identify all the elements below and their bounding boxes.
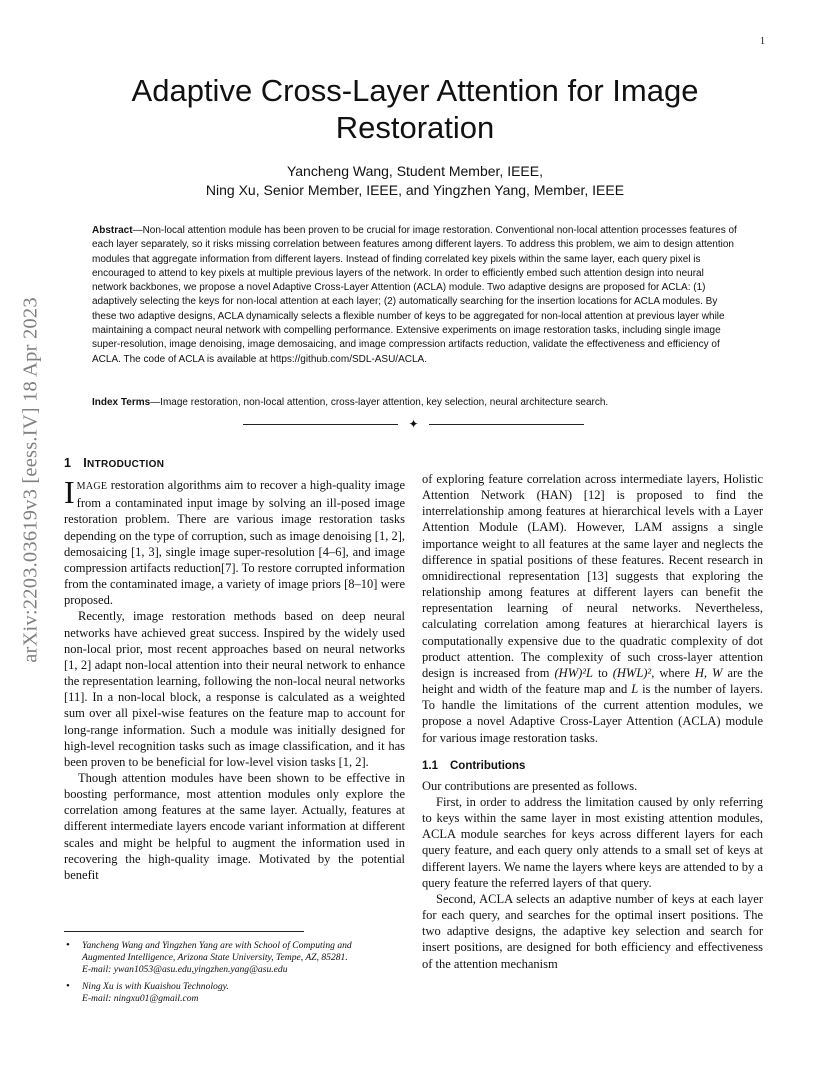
intro-paragraph-4-e: is the number of layers. To handle the limitations of the current attention modules, we propose a novel Adaptive Cross-Layer Attention (ACLA) module for various image restoration tasks. xyxy=(422,682,763,745)
right-column xyxy=(422,471,763,972)
paper-title-line-2: Restoration xyxy=(335,110,495,145)
footnote-line: E-mail: ywan1053@asu.edu,yingzhen.yang@asu.edu xyxy=(82,964,288,976)
math-hw: H, W xyxy=(694,665,723,680)
abstract-text: —Non-local attention module has been proven to be crucial for image restoration. Conventional non-local attention processes features of each layer separately, so it risks missing correlation between features among different layers. To address this problem, we aim to design attention modules that aggregate information from different layers. Instead of finding correlated key pixels within the same layer, each query pixel is encouraged to attend to key pixels at multiple previous layers of the network. In order to efficiently embed such attention design into neural network backbones, we propose a novel Adaptive Cross-Layer Attention (ACLA) module. Two adaptive designs are proposed for ACLA: (1) adaptively selecting the keys for non-local attention at each layer; (2) automatically searching for the insertion locations for ACLA modules. By these two adaptive designs, ACLA dynamically selects a flexible number of keys to be aggregated for non-local attention at previous layer while maintaining a compact neural network with compelling performance. Extensive experiments on image restoration tasks, including single image super-resolution, image denoising, image demosaicing, and image compression artifacts reduction, validate the effectiveness and efficiency of ACLA. The code of ACLA is available at https://github.com/SDL-ASU/ACLA. xyxy=(92,225,737,365)
section-divider xyxy=(243,416,584,432)
page-number: 1 xyxy=(760,36,765,47)
subsection-number: 1.1 xyxy=(422,759,438,772)
paper-title xyxy=(95,72,735,146)
index-terms xyxy=(92,396,738,410)
math-complexity-1: (HW)²L xyxy=(554,665,593,680)
intro-paragraph-2: Recently, image restoration methods based on deep neural networks have achieved great success. Inspired by the widely used non-local prior, most recent approaches based on neural networks [1, 2] adapt non-local attention into their neural network to enhance the representation learning, following the non-local neural networks [11]. In a non-local block, a response is calculated as a weighted sum over all pixel-wise features on the feature map to account for long-range information. Such a module was initially designed for high-level recognition tasks such as image classification, and it has been proven to be beneficial for low-level vision tasks [1, 2]. xyxy=(64,609,405,769)
arxiv-identifier xyxy=(8,290,53,670)
intro-paragraph-1-text: restoration algorithms aim to recover a high-quality image from a contaminated input image by solving an ill-posed image restoration problem. There are various image restoration tasks depending on the type of corruption, such as image denoising [1, 2], demosaicing [1, 3], single image super-resolution [4–6], and image compression artifacts reduction[7]. To restore corrupted information from the contaminated image, a variety of image priors [8–10] were proposed. xyxy=(64,478,405,608)
first-word-rest: MAGE xyxy=(76,481,108,493)
section-heading-introduction xyxy=(64,455,405,473)
index-terms-text: —Image restoration, non-local attention, cross-layer attention, key selection, neural architecture search. xyxy=(150,397,609,408)
paper-title-line-1: Adaptive Cross-Layer Attention for Image xyxy=(131,73,699,108)
footnote-item xyxy=(64,981,407,1005)
math-l: L xyxy=(631,682,639,697)
contributions-paragraph-3: Second, ACLA selects an adaptive number of keys at each layer for each query, and searches for the optimal insert positions. The two adaptive designs, the adaptive key selection and search for insert positions, are designed for both efficiency and effectiveness of the attention mechanism xyxy=(422,891,763,971)
footnote-line: E-mail: ningxu01@gmail.com xyxy=(82,992,199,1004)
intro-paragraph-4-c: , where xyxy=(651,665,695,680)
left-column xyxy=(64,455,405,883)
intro-paragraph-4-a: of exploring feature correlation across intermediate layers, Holistic Attention Network (HAN) [12] is proposed to find the interrelationship among features at hierarchical levels with a Layer Attention Module (LAM). However, LAM assigns a single importance weight to all features at the same layer and neglects the difference in spatial positions of these features. Recent research in omnidirectional representation [13] suggests that exploring the relationship among features at different layers can benefit the representation learning of neural networks. Nevertheless, calculating correlation among features at hierarchical layers is computationally expensive due to the quadratic complexity of dot product attention. The complexity of such cross-layer attention design is increased from xyxy=(422,472,763,680)
author-line-1: Yancheng Wang, Student Member, IEEE, xyxy=(286,163,544,179)
intro-paragraph-4-b: to xyxy=(592,665,613,680)
author-list xyxy=(95,162,735,200)
intro-paragraph-1 xyxy=(64,474,405,608)
arxiv-identifier-text: arXiv:2203.03619v3 [eess.IV] 18 Apr 2023 xyxy=(19,297,41,663)
section-number: 1 xyxy=(64,456,72,470)
abstract xyxy=(92,224,738,367)
footnote-line: • Yancheng Wang and Yingzhen Yang are with School of Computing and xyxy=(82,940,352,951)
divider-star-icon: ✦ xyxy=(408,417,419,431)
math-complexity-2: (HWL)² xyxy=(612,665,652,680)
drop-cap: I xyxy=(64,474,75,511)
intro-paragraph-4-d: are the height and width of the feature map and xyxy=(422,665,763,697)
abstract-label: Abstract xyxy=(92,225,133,236)
footnote-line: • Ning Xu is with Kuaishou Technology. xyxy=(82,980,229,992)
contributions-paragraph-2: First, in order to address the limitation caused by only referring to keys within the same layer in most existing attention modules, ACLA module searches for keys across different layers for each query feature, and each query only attends to a small set of keys at different layers. We name the layers where keys are attended to by a query feature the referred layers of that query. xyxy=(422,794,763,890)
footnote-rule xyxy=(64,931,304,932)
subsection-title: Contributions xyxy=(450,759,526,772)
divider-line-right xyxy=(429,424,584,425)
footnote-line: Augmented Intelligence, Arizona State University, Tempe, AZ, 85281. xyxy=(82,952,348,964)
divider-line-left xyxy=(243,424,398,425)
footnote-item xyxy=(64,940,407,977)
author-line-2: Ning Xu, Senior Member, IEEE, and Yingzhen Yang, Member, IEEE xyxy=(205,182,625,198)
intro-paragraph-4 xyxy=(422,471,763,746)
footnotes xyxy=(64,940,407,1009)
contributions-paragraph-1: Our contributions are presented as follows. xyxy=(422,778,638,793)
section-title-initial: I xyxy=(83,456,88,470)
subsection-heading-contributions xyxy=(422,758,763,774)
section-title-rest: NTRODUCTION xyxy=(87,459,165,470)
intro-paragraph-3: Though attention modules have been shown to be effective in boosting performance, most attention modules only explore the correlation among features at the same layer. Actually, features at different intermediate layers encode variant information at different scales and might be helpful to augment the information used in recovering the high-quality image. Motivated by the potential benefit xyxy=(64,770,405,882)
index-terms-label: Index Terms xyxy=(92,397,151,408)
